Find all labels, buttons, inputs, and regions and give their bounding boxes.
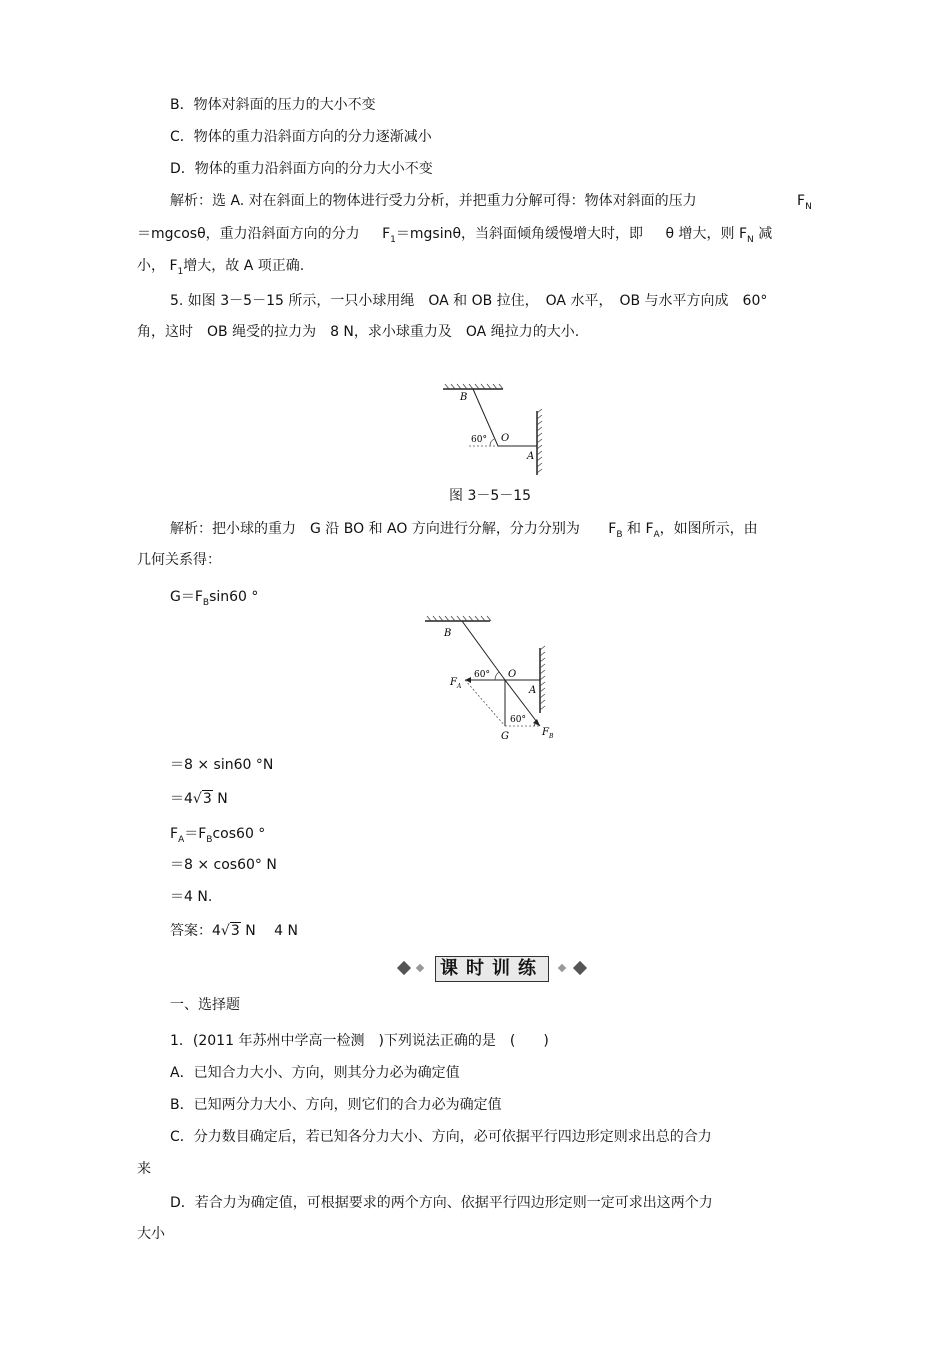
formula-g — [170, 587, 258, 609]
formula-text: G＝F — [170, 589, 203, 605]
analysis-text: 解析：把小球的重力 G 沿 BO 和 AO 方向进行分解，分力分别为 — [170, 521, 580, 537]
label-a: A — [529, 685, 537, 696]
figure-3-5-15 — [435, 383, 555, 478]
symbol-f: F — [169, 258, 178, 274]
diamond-icon — [397, 961, 411, 975]
analysis-text: 减 — [758, 226, 773, 242]
analysis2-line-1 — [170, 519, 758, 541]
analysis-text: 和 — [626, 521, 641, 537]
answer-line — [170, 921, 298, 941]
label-fb — [541, 727, 554, 740]
analysis-text: 小， — [137, 258, 165, 274]
subscript: B — [616, 530, 623, 540]
formula-line-1: ＝8 × sin60 °N — [170, 757, 274, 773]
formula-text: N — [212, 791, 228, 807]
analysis-line-1 — [170, 191, 697, 211]
sqrt-symbol: √3 — [192, 791, 212, 807]
figure-2-svg — [420, 613, 570, 743]
label-o: O — [508, 669, 517, 680]
figure-caption: 图 3－5－15 — [449, 488, 532, 504]
question-1-option-d-cont: 大小 — [137, 1226, 165, 1242]
formula-text: ＝F — [184, 826, 207, 842]
analysis-line-3 — [137, 256, 304, 278]
question-1-option-c-cont: 来 — [137, 1161, 151, 1177]
label-fb-main: F — [542, 727, 549, 738]
question-5-line-1: 5. 如图 3－5－15 所示，一只小球用绳 OA 和 OB 拉住， OA 水平， OB 与水平方向成 60° — [170, 293, 768, 309]
question-1-option-a: A．已知合力大小、方向，则其分力必为确定值 — [170, 1065, 460, 1081]
diamond-icon — [416, 964, 424, 972]
subscript: 1 — [390, 235, 396, 245]
symbol-f: F — [645, 521, 654, 537]
label-b: B — [460, 392, 468, 403]
label-o: O — [501, 433, 510, 444]
angle-bottom-label: 60° — [510, 715, 526, 725]
subscript: A — [653, 530, 660, 540]
formula-fa — [170, 824, 265, 846]
analysis-line-2 — [137, 224, 772, 246]
formula-text: cos60 ° — [212, 826, 266, 842]
label-fb-sub: B — [548, 733, 554, 740]
diamond-icon — [573, 961, 587, 975]
question-1-option-d: D．若合力为确定值，可根据要求的两个方向、依据平行四边形定则一定可求出这两个力 — [170, 1195, 713, 1211]
question-1-option-b: B．已知两分力大小、方向，则它们的合力必为确定值 — [170, 1097, 502, 1113]
analysis-fn — [797, 191, 812, 213]
diamond-icon — [558, 964, 566, 972]
answer-text: 答案：4 — [170, 923, 221, 939]
formula-line-3: ＝8 × cos60° N — [170, 857, 277, 873]
analysis2-line-2: 几何关系得： — [137, 552, 221, 568]
analysis-text: ＝mgcosθ，重力沿斜面方向的分力 — [137, 226, 360, 242]
radicand: 3 — [202, 791, 212, 807]
figure-1-svg — [435, 383, 555, 478]
analysis-text: ＝mgsinθ，当斜面倾角缓慢增大时，即 — [395, 226, 644, 242]
question-1-stem: 1．(2011 年苏州中学高一检测 )下列说法正确的是 ( ) — [170, 1033, 549, 1049]
analysis-text: A 项正确. — [243, 258, 305, 274]
section-heading: 一、选择题 — [170, 997, 240, 1013]
subscript: N — [747, 235, 754, 245]
formula-text: ＝4 — [170, 791, 193, 807]
symbol-f: F — [738, 226, 748, 242]
subscript: B — [206, 835, 213, 845]
option-d: D．物体的重力沿斜面方向的分力大小不变 — [170, 161, 433, 177]
subscript: N — [805, 202, 812, 212]
subscript: 1 — [177, 267, 184, 277]
sqrt-symbol: √3 — [220, 923, 240, 939]
banner-title: 课时训练 — [435, 956, 549, 982]
option-c: C．物体的重力沿斜面方向的分力逐渐减小 — [170, 129, 432, 145]
label-fa-main: F — [450, 677, 457, 688]
analysis-text: 解析：选 A. 对在斜面上的物体进行受力分析，并把重力分解可得：物体对斜面的压力 — [170, 193, 697, 209]
option-b: B．物体对斜面的压力的大小不变 — [170, 97, 376, 113]
answer-text: N 4 N — [240, 923, 298, 939]
label-a: A — [527, 451, 535, 462]
subscript: B — [202, 598, 210, 608]
symbol-f: F — [797, 193, 806, 209]
label-b: B — [444, 628, 452, 639]
angle-label: 60° — [471, 435, 487, 445]
label-g: G — [501, 731, 509, 742]
label-fa-sub: A — [456, 683, 462, 690]
radicand: 3 — [230, 923, 240, 939]
force-decomposition-figure — [420, 613, 570, 743]
formula-line-4: ＝4 N. — [170, 889, 213, 905]
section-banner — [395, 954, 595, 984]
symbol-f: F — [382, 226, 391, 242]
symbol-f: F — [608, 521, 617, 537]
angle-top-label: 60° — [474, 670, 490, 680]
analysis-text: 增大，故 — [183, 258, 240, 274]
analysis-text: θ 增大，则 — [665, 226, 735, 242]
label-fa — [449, 677, 462, 690]
formula-text: F — [170, 826, 179, 842]
formula-line-2 — [170, 789, 228, 809]
question-5-line-2: 角，这时 OB 绳受的拉力为 8 N，求小球重力及 OA 绳拉力的大小. — [137, 324, 580, 340]
formula-text: sin60 ° — [209, 589, 259, 605]
subscript: A — [178, 835, 185, 845]
question-1-option-c: C．分力数目确定后，若已知各分力大小、方向，必可依据平行四边形定则求出总的合力 — [170, 1129, 712, 1145]
analysis-text: ，如图所示，由 — [659, 521, 758, 537]
